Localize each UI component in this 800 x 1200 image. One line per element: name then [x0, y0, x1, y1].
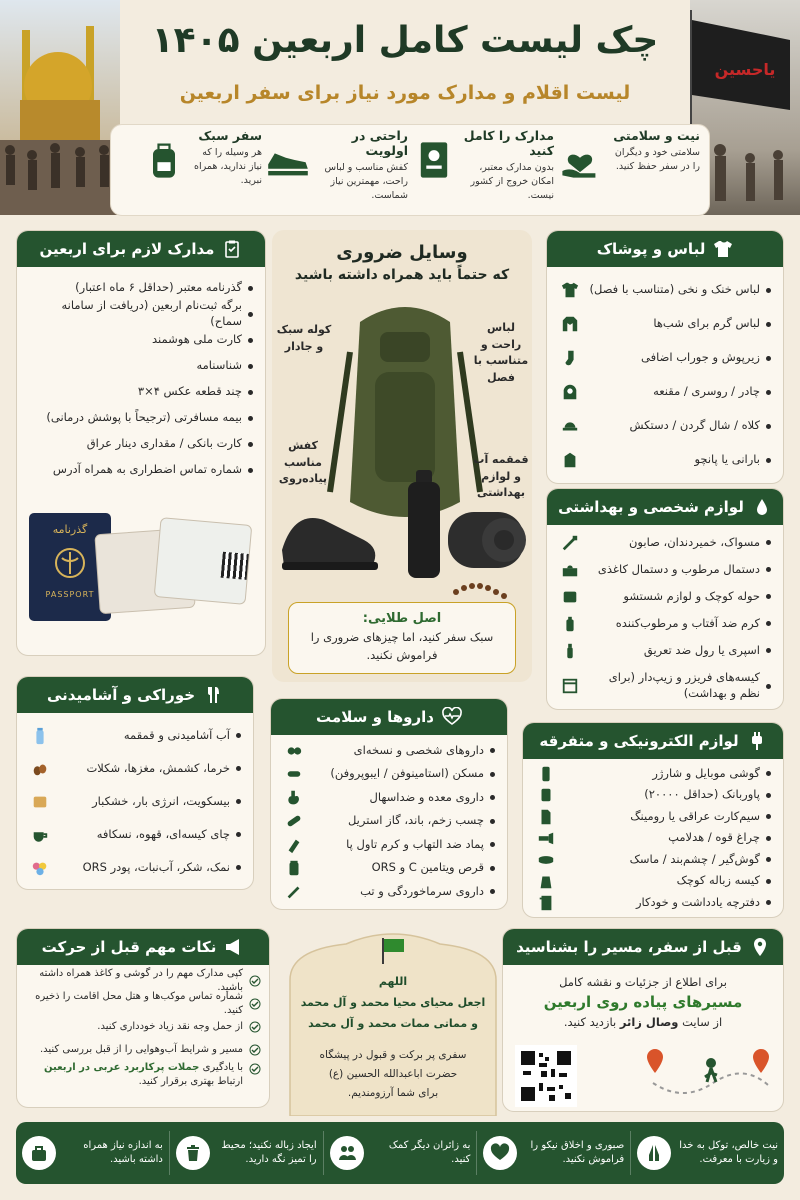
list-item: بارانی یا پانچو [559, 443, 771, 477]
list-item: آب آشامیدنی و قمقمه [29, 719, 241, 752]
list-item: پاوربانک (حداقل ۲۰۰۰۰) [535, 785, 771, 807]
list-item: خرما، کشمش، مغزها، شکلات [29, 752, 241, 785]
prayer-line-1: اللهم [378, 975, 408, 988]
towel-icon [559, 586, 581, 608]
list-item: مسیر و شرایط آب‌وهوایی را از قبل بررسی کنید. [29, 1038, 261, 1061]
water-bottle-icon [29, 725, 51, 747]
qr-code[interactable] [515, 1045, 577, 1107]
tshirt-icon [713, 239, 733, 259]
list-item: زیرپوش و جوراب اضافی [559, 341, 771, 375]
hygiene-card [546, 488, 784, 710]
list-item: کپی مدارک مهم را در گوشی و کاغذ همراه داشته باشید. [29, 969, 261, 992]
list-item: دفترچه یادداشت و خودکار [535, 892, 771, 914]
route-card [502, 928, 784, 1112]
medicine-card [270, 698, 508, 910]
trashbag-icon [535, 870, 557, 892]
list-item: چراغ قوه / هدلامپ [535, 828, 771, 850]
list-item: داروی معده و ضداسهال [283, 786, 495, 810]
list-item: داروهای شخصی و نسخه‌ای [283, 739, 495, 763]
list-item: کارت ملی هوشمند [29, 327, 253, 353]
passport-image: گذرنامه PASSPORT [29, 513, 111, 621]
clothing-card [546, 230, 784, 484]
hijab-icon [559, 381, 581, 403]
tips-header: نکات مهم قبل از حرکت [17, 929, 269, 965]
check-icon [249, 1063, 261, 1075]
mask-icon [535, 849, 557, 871]
list-item: گذرنامه معتبر (حداقل ۶ ماه اعتبار) [29, 275, 253, 301]
list-item: بیسکویت، انرژی بار، خشکبار [29, 785, 241, 818]
list-item: دستمال مرطوب و دستمال کاغذی [559, 556, 771, 583]
footer-item: ایجاد زباله نکنید؛ محیط را تمیز نگه دارید. [169, 1131, 323, 1175]
heartbeat-icon [442, 707, 462, 727]
tshirt-icon [559, 279, 581, 301]
toothbrush-icon [559, 532, 581, 554]
thermometer-icon [283, 881, 305, 903]
backpack-icon [142, 138, 186, 182]
route-line-3: از سایت وصال زائر بازدید کنید. [563, 1015, 723, 1029]
list-item: از حمل وجه نقد زیاد خودداری کنید. [29, 1015, 261, 1038]
fork-knife-icon [203, 685, 223, 705]
location-pin-icon [750, 937, 770, 957]
flashlight-icon [535, 827, 557, 849]
list-item: بیمه مسافرتی (ترجیحاً با پوشش درمانی) [29, 405, 253, 431]
list-item: اسپری یا رول ضد تعریق [559, 637, 771, 664]
clipboard-icon [222, 239, 242, 259]
shrine-image [0, 0, 120, 215]
list-item: برگه ثبت‌نام اربعین (دریافت از سامانه سماح) [29, 301, 253, 327]
prayer-line-4: سفری پر برکت و قبول در پیشگاه [319, 1049, 467, 1061]
drop-icon [752, 497, 772, 517]
bandage-icon [283, 810, 305, 832]
prayer-hands-icon [637, 1136, 671, 1170]
megaphone-icon [224, 937, 244, 957]
check-icon [249, 1021, 261, 1033]
trash-icon [176, 1136, 210, 1170]
label-clothes: لباس راحت و متناسب با فصل [473, 321, 529, 384]
documents-card [16, 230, 266, 656]
list-item: حوله کوچک و لوازم شستشو [559, 583, 771, 610]
plug-icon [747, 731, 767, 751]
feature-intention: نیت و سلامتی سلامتی خود و دیگران را در سفر حفظ کنید. [558, 128, 700, 214]
raincoat-icon [559, 449, 581, 471]
pills-icon [283, 740, 305, 762]
cream-icon [559, 613, 581, 635]
notebook-icon [535, 892, 557, 914]
documents-list [17, 267, 265, 489]
list-item: کرم ضد آفتاب و مرطوب‌کننده [559, 610, 771, 637]
page-subtitle: لیست اقلام و مدارک مورد نیاز برای سفر اربعین [179, 82, 631, 104]
vitamin-icon [283, 857, 305, 879]
route-header: قبل از سفر، مسیر را بشناسید [503, 929, 783, 965]
list-item: کلاه / شال گردن / دستکش [559, 409, 771, 443]
label-shoes: کفش مناسب پیاده‌روی [278, 439, 328, 485]
check-icon [249, 1044, 261, 1056]
feature-light: سفر سبک هر وسیله را که نیاز ندارید، همراه نبرید. [142, 128, 262, 214]
list-item: چند قطعه عکس ۴×۳ [29, 379, 253, 405]
list-item: کیسه زباله کوچک [535, 871, 771, 893]
label-bag: کوله سبک و جادار [276, 323, 332, 353]
candy-icon [29, 857, 51, 879]
list-item: قرص ویتامین C و ORS [283, 857, 495, 881]
green-flag-icon [378, 936, 408, 966]
list-item: چادر / روسری / مقنعه [559, 375, 771, 409]
jacket-icon [559, 313, 581, 335]
heart-icon [483, 1136, 517, 1170]
prayer-card [286, 920, 500, 1116]
essentials-subtitle: که حتماً باید همراه داشته باشید [294, 267, 510, 283]
people-icon [330, 1136, 364, 1170]
dates-icon [29, 758, 51, 780]
feature-documents: مدارک را کامل کنید بدون مدارک معتبر، امکان خروج از کشور نیست. [412, 128, 554, 214]
golden-rule-title: اصل طلایی: [362, 611, 442, 626]
footer-item: صبوری و اخلاق نیکو را فراموش نکنید. [476, 1131, 630, 1175]
essentials-title: وسایل ضروری [336, 242, 468, 263]
list-item: چای کیسه‌ای، قهوه، نسکافه [29, 818, 241, 851]
golden-rule-box [288, 602, 516, 674]
sock-icon [559, 347, 581, 369]
prayer-line-2: اجعل محیای محیا محمد و آل محمد [300, 995, 486, 1009]
tissue-icon [559, 559, 581, 581]
hygiene-header: لوازم شخصی و بهداشتی [547, 489, 783, 525]
list-item: مسواک، خمیردندان، صابون [559, 529, 771, 556]
spray-icon [559, 640, 581, 662]
list-item: گوشی موبایل و شارژر [535, 763, 771, 785]
water-bottle-image [404, 470, 444, 580]
electronics-header: لوازم الکترونیکی و متفرقه [523, 723, 783, 759]
shoe-icon [266, 138, 310, 182]
list-item: لباس گرم برای شب‌ها [559, 307, 771, 341]
documents-header: مدارک لازم برای اربعین [17, 231, 265, 267]
label-bottle: قمقمه آب و لوازم بهداشتی [473, 453, 529, 499]
list-item: شماره تماس موکب‌ها و هتل محل اقامت را ذخیره کنید. [29, 992, 261, 1015]
footer-item: به اندازه نیاز همراه داشته باشید. [16, 1131, 169, 1175]
route-map-image [643, 1043, 773, 1107]
list-item: با یادگیری جملات پرکاربرد عربی در اربعین ارتباط بهتری برقرار کنید. [29, 1061, 261, 1101]
list-item: گوش‌گیر / چشم‌بند / ماسک [535, 849, 771, 871]
clothing-header: لباس و پوشاک [547, 231, 783, 267]
check-icon [249, 998, 261, 1010]
hiking-shoes-image [274, 500, 384, 580]
essentials-card [272, 230, 532, 682]
check-icon [249, 975, 261, 987]
list-item: چسب زخم، باند، گاز استریل [283, 810, 495, 834]
bag-icon [22, 1136, 56, 1170]
golden-rule-text: سبک سفر کنید، اما چیزهای ضروری را فراموش نکنید. [310, 630, 494, 663]
medicine-header: داروها و سلامت [271, 699, 507, 735]
stomach-icon [283, 787, 305, 809]
food-card [16, 676, 254, 890]
page-title: چک لیست کامل اربعین ۱۴۰۵ [151, 20, 659, 61]
clothing-list [547, 267, 783, 483]
medicine-list [271, 735, 507, 910]
tips-card [16, 928, 270, 1108]
route-line-1: برای اطلاع از جزئیات و نقشه کامل [559, 975, 727, 989]
footer-item: به زائران دیگر کمک کنید. [323, 1131, 477, 1175]
heart-hand-icon [558, 138, 602, 182]
footer-item: نیت خالص، توکل به خدا و زیارت با معرفت. [630, 1131, 784, 1175]
list-item: سیم‌کارت عراقی یا رومینگ [535, 806, 771, 828]
food-header: خوراکی و آشامیدنی [17, 677, 253, 713]
hygiene-list [547, 525, 783, 710]
prayer-line-6: برای شما آرزومندیم. [347, 1086, 439, 1099]
simcard-icon [535, 806, 557, 828]
hat-icon [559, 415, 581, 437]
list-item: شماره تماس اضطراری به همراه آدرس [29, 457, 253, 483]
zipbag-icon [559, 675, 581, 697]
electronics-list [523, 759, 783, 918]
list-item: پماد ضد التهاب و کرم تاول پا [283, 833, 495, 857]
prayer-beads-image [450, 580, 510, 604]
blanket-roll-image [444, 506, 528, 572]
passport-icon [412, 138, 456, 182]
prayer-line-5: حضرت اباعبدالله الحسین (ع) [328, 1067, 458, 1080]
capsule-icon [283, 763, 305, 785]
list-item: شناسنامه [29, 353, 253, 379]
route-highlight: مسیرهای پیاده روی اربعین [543, 993, 743, 1011]
list-item: مسکن (استامینوفن / ایبوپروفن) [283, 763, 495, 787]
footer-bar [16, 1122, 784, 1184]
flag-text: یاحسین [714, 60, 776, 79]
list-item: نمک، شکر، آب‌نبات، پودر ORS [29, 851, 241, 884]
feature-comfort: راحتی در اولویت کفش مناسب و لباس راحت، مهمترین نیاز شماست. [266, 128, 408, 214]
list-item: کارت بانکی / مقداری دینار عراق [29, 431, 253, 457]
registration-card-image [154, 517, 253, 605]
tea-cup-icon [29, 824, 51, 846]
prayer-line-3: و مماتی ممات محمد و آل محمد [308, 1016, 478, 1030]
biscuit-icon [29, 791, 51, 813]
food-list [17, 713, 253, 890]
powerbank-icon [535, 784, 557, 806]
list-item: کیسه‌های فریزر و زیپ‌دار (برای نظم و بهداشت) [559, 664, 771, 708]
ointment-icon [283, 834, 305, 856]
phone-icon [535, 763, 557, 785]
electronics-card [522, 722, 784, 918]
list-item: لباس خنک و نخی (متناسب با فصل) [559, 273, 771, 307]
list-item: داروی سرماخوردگی و تب [283, 880, 495, 904]
tips-list [17, 965, 269, 1107]
